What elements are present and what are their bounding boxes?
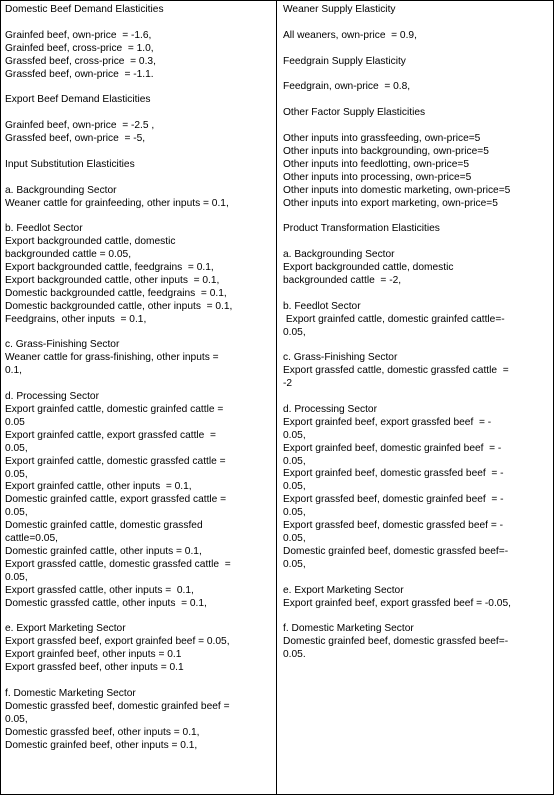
text-line: Export grassfed cattle, other inputs = 0.1, [5, 584, 194, 596]
text-line: Domestic grassfed beef, other inputs = 0.1, [5, 726, 200, 738]
text-line: Weaner cattle for grainfeeding, other inputs = 0.1, [5, 197, 229, 209]
text-line: Domestic grassfed beef, domestic grainfed beef = [5, 700, 230, 712]
text-line: 0.05, [5, 442, 28, 454]
text-line: 0.05, [283, 429, 306, 441]
text-line: cattle=0.05, [5, 533, 58, 545]
text-line: Export grassfed beef, domestic grassfed beef = - [283, 520, 503, 532]
text-line: Export grassfed cattle, domestic grassfed cattle = [5, 558, 231, 570]
text-line: Other inputs into processing, own-price=5 [283, 171, 472, 183]
text-line: Export grainfed beef, other inputs = 0.1 [5, 649, 182, 661]
text-line: Domestic grainfed cattle, other inputs = 0.1, [5, 545, 202, 557]
blank-line [5, 675, 273, 688]
blank-line [283, 210, 550, 223]
text-line: Export backgrounded cattle, feedgrains = 0.1, [5, 262, 214, 274]
text-line: 0.05, [283, 326, 306, 338]
text-line: Export grainfed cattle, domestic grainfed cattle=- [283, 313, 505, 325]
text-line: Export backgrounded cattle, other inputs = 0.1, [5, 274, 220, 286]
blank-line [5, 210, 273, 223]
text-line: b. Feedlot Sector [5, 223, 83, 235]
text-line: 0.05, [5, 713, 28, 725]
text-line: 0.1, [5, 365, 22, 377]
blank-line [5, 610, 273, 623]
blank-line [283, 391, 550, 404]
text-line: Domestic grassfed cattle, other inputs = 0.1, [5, 597, 207, 609]
blank-line [5, 378, 273, 391]
text-line: 0.05, [5, 507, 28, 519]
text-line: c. Grass-Finishing Sector [283, 352, 398, 364]
text-line: Domestic grainfed beef, domestic grassfed beef=- [283, 545, 509, 557]
text-line: 0.05, [283, 533, 306, 544]
text-line: Grainfed beef, own-price = -1.6, [5, 29, 152, 41]
text-line: Export grassfed beef, other inputs = 0.1 [5, 662, 184, 674]
text-line: Export grainfed cattle, domestic grassfed cattle = [5, 455, 226, 467]
text-line: Export grainfed beef, export grassfed beef = - [283, 416, 492, 428]
text-line: Domestic grainfed beef, other inputs = 0.1, [5, 739, 198, 751]
text-line: Other Factor Supply Elasticities [283, 107, 426, 119]
text-line: Export backgrounded cattle, domestic [5, 236, 176, 248]
text-line: Export Beef Demand Elasticities [5, 94, 151, 106]
text-line: All weaners, own-price = 0.9, [283, 29, 417, 41]
text-line: Feedgrain Supply Elasticity [283, 55, 406, 67]
text-line: Export grainfed cattle, other inputs = 0.1, [5, 481, 192, 493]
text-line: 0.05, [5, 468, 28, 480]
text-line: 0.05. [283, 649, 306, 661]
blank-line [283, 94, 550, 107]
blank-line [5, 107, 273, 120]
text-line: Export grainfed beef, domestic grassfed beef = - [283, 468, 504, 480]
blank-line [283, 610, 550, 623]
blank-line [5, 17, 273, 30]
text-line: backgrounded cattle = 0.05, [5, 249, 132, 261]
text-line: Grainfed beef, cross-price = 1.0, [5, 42, 154, 54]
text-line: Grassfed beef, cross-price = 0.3, [5, 55, 156, 67]
blank-line [5, 146, 273, 159]
supply-and-transformation-column [277, 1, 553, 794]
blank-line [5, 81, 273, 94]
text-line: e. Export Marketing Sector [283, 584, 404, 596]
text-line: c. Grass-Finishing Sector [5, 339, 120, 351]
text-line: b. Feedlot Sector [283, 300, 361, 312]
blank-line [283, 17, 550, 30]
text-line: d. Processing Sector [283, 403, 377, 415]
text-line: Domestic backgrounded cattle, other inputs = 0.1, [5, 300, 233, 312]
text-line: Export backgrounded cattle, domestic [283, 262, 454, 274]
text-line: Export grainfed beef, export grassfed beef = -0.05, [283, 597, 511, 609]
text-line: a. Backgrounding Sector [283, 249, 395, 261]
text-line: Other inputs into backgrounding, own-price=5 [283, 145, 489, 157]
text-line: d. Processing Sector [5, 391, 99, 403]
text-line: Grainfed beef, own-price = -2.5 , [5, 120, 155, 132]
text-line: Domestic Beef Demand Elasticities [5, 4, 164, 15]
text-line: Export grassfed beef, domestic grainfed beef = - [283, 494, 504, 506]
blank-line [283, 69, 550, 82]
text-line: Other inputs into feedlotting, own-price=5 [283, 158, 470, 170]
text-line: Other inputs into domestic marketing, own-price=5 [283, 184, 511, 196]
text-line: a. Backgrounding Sector [5, 184, 117, 196]
text-line: Export grainfed beef, domestic grainfed beef = - [283, 442, 502, 454]
text-line: Weaner cattle for grass-finishing, other inputs = [5, 352, 219, 364]
text-line: f. Domestic Marketing Sector [5, 687, 136, 699]
blank-line [283, 288, 550, 301]
text-line: Product Transformation Elasticities [283, 223, 440, 235]
blank-line [283, 120, 550, 133]
text-line: Feedgrain, own-price = 0.8, [283, 81, 411, 93]
text-line: Other inputs into grassfeeding, own-price=5 [283, 132, 481, 144]
text-line: Input Substitution Elasticities [5, 158, 135, 170]
text-line: backgrounded cattle = -2, [283, 274, 402, 286]
text-line: Export grassfed cattle, domestic grassfed cattle = [283, 365, 509, 377]
text-line: Weaner Supply Elasticity [283, 4, 396, 15]
text-line: 0.05, [283, 507, 306, 519]
blank-line [5, 172, 273, 185]
text-line: e. Export Marketing Sector [5, 623, 126, 635]
text-line: Export grainfed cattle, domestic grainfed cattle = [5, 403, 224, 415]
text-line: Feedgrains, other inputs = 0.1, [5, 313, 147, 325]
text-line: Export grainfed cattle, export grassfed cattle = [5, 429, 216, 441]
blank-line [283, 572, 550, 585]
text-line: 0.05, [283, 558, 306, 570]
text-line: f. Domestic Marketing Sector [283, 623, 414, 635]
text-line: Export grassfed beef, export grainfed beef = 0.05, [5, 636, 230, 648]
blank-line [283, 339, 550, 352]
text-line: Grassfed beef, own-price = -1.1. [5, 68, 154, 80]
blank-line [283, 43, 550, 56]
blank-line [5, 327, 273, 340]
text-line: Domestic grainfed cattle, export grassfed cattle = [5, 494, 227, 506]
text-line: Domestic grainfed cattle, domestic grassfed [5, 520, 203, 532]
text-line: 0.05 [5, 416, 25, 428]
blank-line [283, 236, 550, 249]
text-line: 0.05, [283, 481, 306, 493]
demand-and-substitution-column [1, 1, 277, 794]
text-line: Grassfed beef, own-price = -5, [5, 133, 146, 145]
text-line: 0.05, [5, 571, 28, 583]
text-line: Domestic grainfed beef, domestic grassfed beef=- [283, 636, 509, 648]
text-line: 0.05, [283, 455, 306, 467]
text-line: Other inputs into export marketing, own-price=5 [283, 197, 498, 209]
text-line: Domestic backgrounded cattle, feedgrains = 0.1, [5, 287, 227, 299]
text-line: -2 [283, 378, 293, 390]
